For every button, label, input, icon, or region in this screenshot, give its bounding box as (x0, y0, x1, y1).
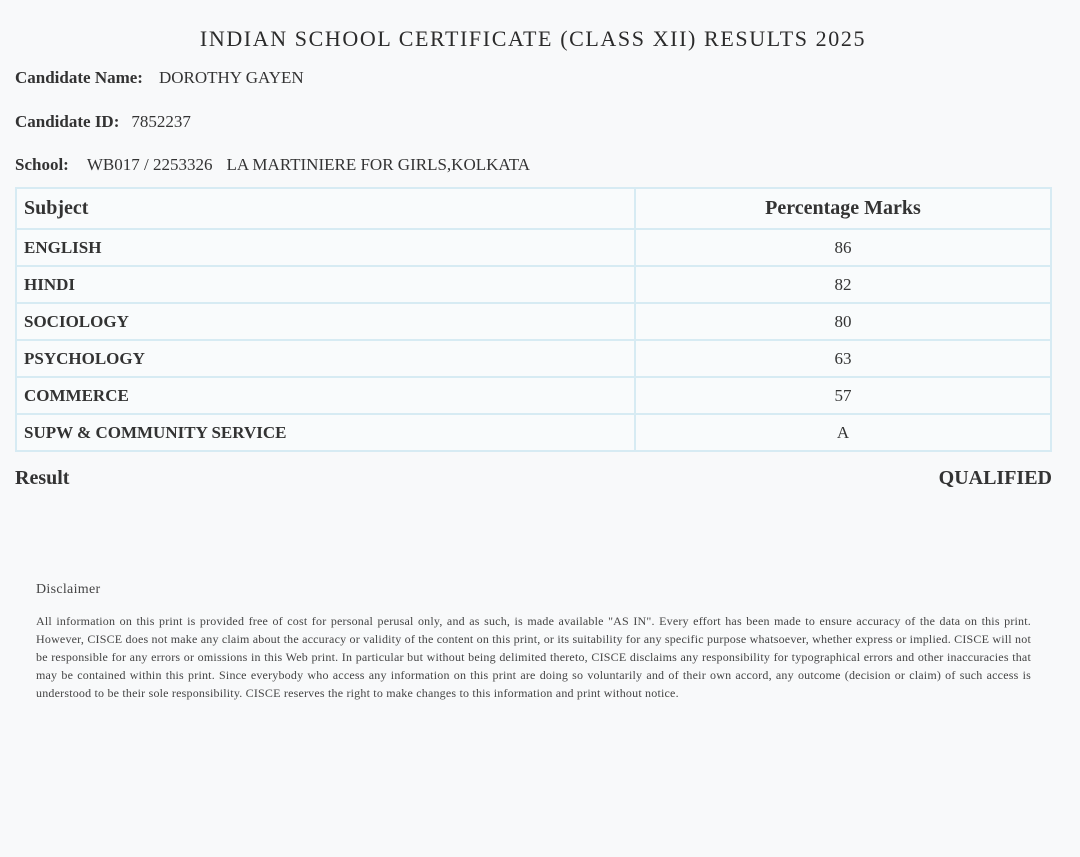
school-name: LA MARTINIERE FOR GIRLS,KOLKATA (226, 155, 531, 174)
subject-column-header: Subject (16, 188, 635, 229)
subject-cell: SOCIOLOGY (16, 303, 635, 340)
candidate-name-label: Candidate Name: (15, 68, 143, 87)
table-header-row (16, 188, 1051, 229)
candidate-id-label: Candidate ID: (15, 112, 120, 131)
subject-cell: SUPW & COMMUNITY SERVICE (16, 414, 635, 451)
table-row (16, 229, 1051, 266)
subject-cell: ENGLISH (16, 229, 635, 266)
school-row (15, 155, 530, 175)
subject-cell: COMMERCE (16, 377, 635, 414)
marks-cell: 57 (635, 377, 1051, 414)
table-row (16, 303, 1051, 340)
disclaimer-title: Disclaimer (36, 582, 101, 597)
table-row (16, 377, 1051, 414)
marks-cell: A (635, 414, 1051, 451)
school-label: School: (15, 155, 69, 174)
marks-cell: 63 (635, 340, 1051, 377)
candidate-name-value: DOROTHY GAYEN (158, 68, 304, 87)
table-row (16, 414, 1051, 451)
marks-cell: 80 (635, 303, 1051, 340)
marks-cell: 82 (635, 266, 1051, 303)
marks-cell: 86 (635, 229, 1051, 266)
page-title: INDIAN SCHOOL CERTIFICATE (CLASS XII) RESULTS 2025 (199, 26, 867, 51)
result-label: Result (15, 467, 70, 489)
candidate-name-row (15, 68, 304, 88)
table-row (16, 340, 1051, 377)
school-code: WB017 / 2253326 (86, 155, 213, 174)
table-row (16, 266, 1051, 303)
percentage-column-header: Percentage Marks (635, 188, 1051, 229)
candidate-id-row (15, 112, 191, 132)
marks-table (15, 187, 1052, 452)
candidate-id-value: 7852237 (131, 112, 191, 131)
subject-cell: PSYCHOLOGY (16, 340, 635, 377)
result-value: QUALIFIED (938, 467, 1052, 489)
subject-cell: HINDI (16, 266, 635, 303)
disclaimer-text: All information on this print is provided free of cost for personal perusal only, and as such, is made available "AS IN". Every effort has been made to ensure accuracy of the data on this print. However, CISCE does not make any claim about the accuracy or validity of the content on this print, or its suitability for any specific purpose whatsoever, whether express or implied. CISCE will not be responsible for any errors or omissions in this Web print. In particular but without being delimited thereto, CISCE disclaims any responsibility for typographical errors and other inaccuracies that may be contained within this print. Since everybody who access any information on this print are doing so voluntarily and of their own accord, any outcome (decision or claim) of such access is understood to be their sole responsibility. CISCE reserves the right to make changes to this information and print without notice. (36, 614, 1031, 700)
